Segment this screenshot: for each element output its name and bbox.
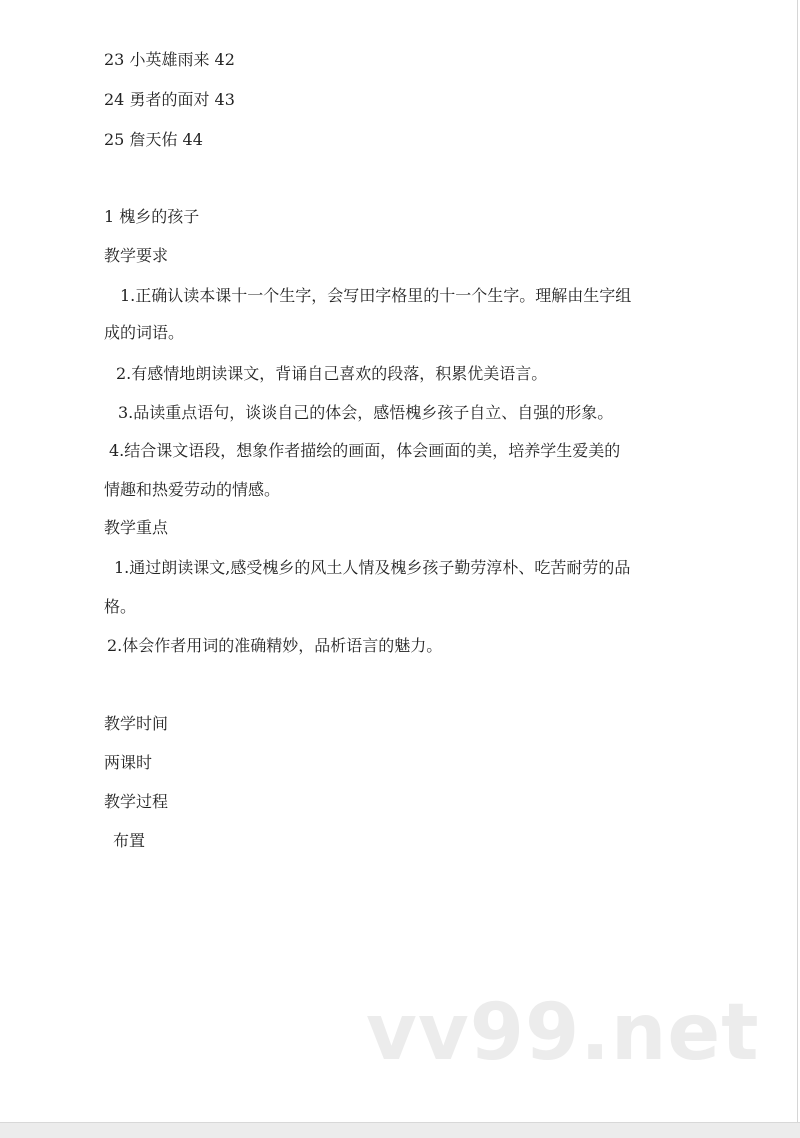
- page-bottom-strip: [0, 1122, 800, 1138]
- focus-item-continuation: 格。: [104, 597, 137, 616]
- requirement-item: 1.正确认读本课十一个生字，会写田字格里的十一个生字。理解由生字组: [120, 286, 632, 305]
- time-value: 两课时: [104, 753, 153, 772]
- lesson-title: 1 槐乡的孩子: [104, 207, 200, 226]
- toc-entry: 24 勇者的面对 43: [104, 90, 235, 109]
- toc-entry: 23 小英雄雨来 42: [104, 50, 235, 69]
- requirement-item: 4.结合课文语段，想象作者描绘的画面，体会画面的美，培养学生爱美的: [109, 441, 621, 460]
- site-watermark: vv99.net: [366, 988, 760, 1078]
- focus-item: 2.体会作者用词的准确精妙，品析语言的魅力。: [107, 636, 443, 655]
- requirement-item: 3.品读重点语句，谈谈自己的体会，感悟槐乡孩子自立、自强的形象。: [118, 403, 614, 422]
- time-heading: 教学时间: [104, 714, 169, 733]
- requirement-item-continuation: 成的词语。: [104, 323, 185, 342]
- process-heading: 教学过程: [104, 792, 169, 811]
- process-step: 布置: [113, 831, 146, 850]
- toc-entry: 25 詹天佑 44: [104, 130, 203, 149]
- requirement-item-continuation: 情趣和热爱劳动的情感。: [104, 480, 281, 499]
- focus-item: 1.通过朗读课文,感受槐乡的风土人情及槐乡孩子勤劳淳朴、吃苦耐劳的品: [114, 558, 631, 577]
- focus-heading: 教学重点: [104, 518, 169, 537]
- requirement-item: 2.有感情地朗读课文，背诵自己喜欢的段落，积累优美语言。: [116, 364, 548, 383]
- requirements-heading: 教学要求: [104, 246, 169, 265]
